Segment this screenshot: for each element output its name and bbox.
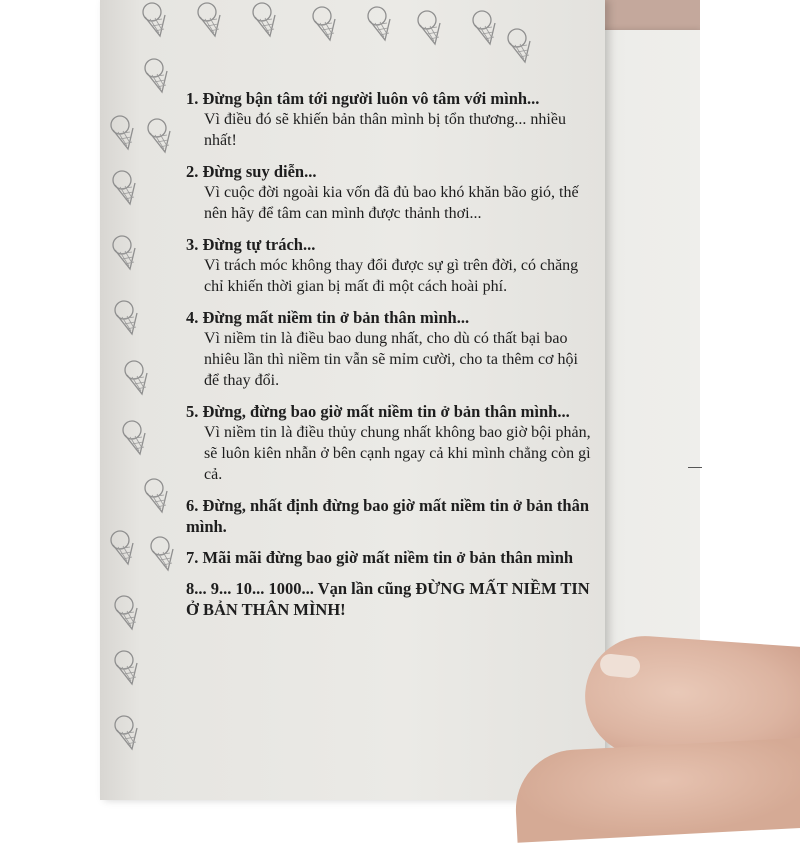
- list-item: [186, 495, 596, 537]
- list-item: [186, 547, 596, 568]
- item-body: Vì cuộc đời ngoài kia vốn đã đủ bao khó khăn bão gió, thế nên hãy để tâm can mình được thảnh thơi...: [204, 184, 579, 222]
- item-title: 2. Đừng suy diễn...: [186, 162, 317, 181]
- finger-lower: [513, 737, 800, 843]
- list-item: [186, 234, 596, 297]
- item-body: Vì niềm tin là điều thủy chung nhất không bao giờ bội phản, sẽ luôn kiên nhẫn ở bên cạnh ngay cả khi mình chẳng còn gì cả.: [204, 424, 591, 483]
- item-title: 4. Đừng mất niềm tin ở bản thân mình...: [186, 308, 470, 327]
- item-title: 6. Đừng, nhất định đừng bao giờ mất niềm tin ở bản thân mình.: [186, 496, 590, 536]
- background-left: [0, 0, 100, 800]
- right-page-rule: [688, 467, 702, 468]
- list-item: [186, 307, 596, 391]
- item-title: 5. Đừng, đừng bao giờ mất niềm tin ở bản thân mình...: [186, 402, 570, 421]
- list-text: [186, 88, 596, 620]
- item-title: 3. Đừng tự trách...: [186, 235, 316, 254]
- item-body: Vì điều đó sẽ khiến bản thân mình bị tổn thương... nhiều nhất!: [204, 111, 566, 149]
- final-line: 8... 9... 10... 1000... Vạn lần cũng ĐỪNG MẤT NIỀM TIN Ở BẢN THÂN MÌNH!: [186, 579, 590, 619]
- list-item: [186, 161, 596, 224]
- item-title: 1. Đừng bận tâm tới người luôn vô tâm với mình...: [186, 89, 540, 108]
- item-body: Vì niềm tin là điều bao dung nhất, cho dù có thất bại bao nhiêu lần thì niềm tin vẫn sẽ mỉm cười, cho ta thêm cơ hội để thay đổi.: [204, 330, 578, 389]
- list-item: [186, 88, 596, 151]
- list-item: [186, 401, 596, 485]
- item-body: Vì trách móc không thay đổi được sự gì trên đời, có chăng chỉ khiến thời gian bị mất đi một cách hoài phí.: [204, 257, 579, 295]
- item-title: 7. Mãi mãi đừng bao giờ mất niềm tin ở bản thân mình: [186, 548, 574, 567]
